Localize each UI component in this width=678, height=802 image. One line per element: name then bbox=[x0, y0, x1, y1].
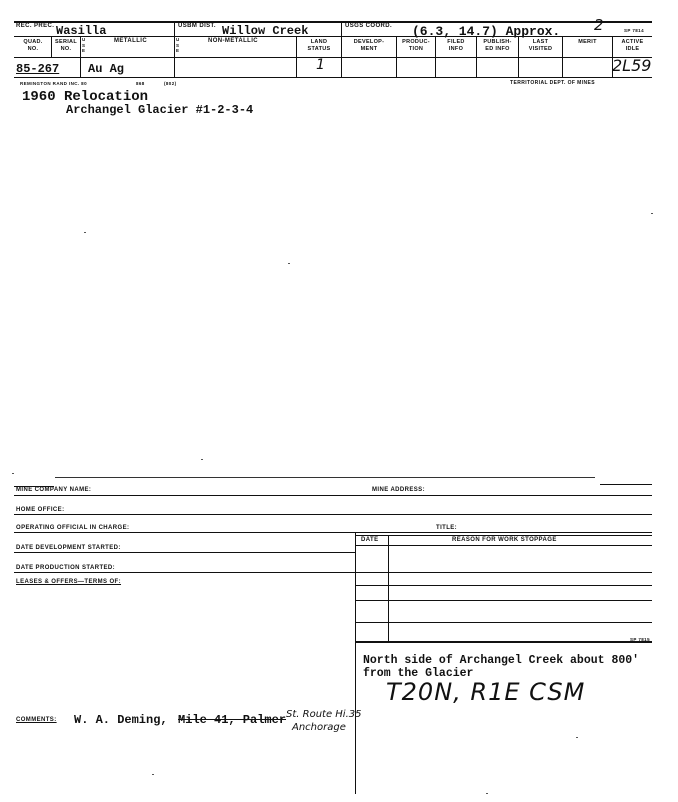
scan-speck bbox=[288, 263, 290, 264]
usgs-coord-value: (6.3, 14.7) Approx. bbox=[412, 24, 561, 39]
scan-speck bbox=[84, 232, 86, 233]
operating-official-label: OPERATING OFFICIAL IN CHARGE: bbox=[16, 525, 130, 531]
form-number-top: SP 7814 bbox=[624, 28, 644, 33]
scan-speck bbox=[576, 737, 578, 738]
usbm-dist-label: USBM DIST. bbox=[178, 23, 217, 29]
usgs-coord-label: USGS COORD. bbox=[345, 23, 393, 29]
scan-speck bbox=[152, 774, 154, 775]
imprint-code-1: 868 bbox=[136, 81, 145, 86]
usbm-dist-value: Willow Creek bbox=[222, 24, 309, 38]
title-label: TITLE: bbox=[436, 525, 458, 531]
location-line-2: from the Glacier bbox=[363, 667, 474, 680]
rec-prec-value: Wasilla bbox=[56, 24, 107, 38]
rec-prec-label: REC. PREC. bbox=[16, 23, 55, 29]
col-land-status: LAND STATUS bbox=[307, 39, 331, 52]
comments-handwritten-route: St. Route Hi.35 bbox=[286, 709, 362, 720]
col-active-idle: ACTIVE IDLE bbox=[621, 39, 644, 52]
scan-speck bbox=[651, 213, 653, 214]
township-range-handwritten: T20N, R1E CSM bbox=[386, 678, 586, 706]
imprint-code-2: (802) bbox=[164, 81, 177, 86]
comments-handwritten-city: Anchorage bbox=[292, 722, 346, 733]
scan-speck bbox=[486, 793, 488, 794]
comments-struck-address: Mile 41, Palmer bbox=[178, 713, 287, 727]
relocation-line: 1960 Relocation bbox=[22, 89, 149, 105]
claims-line: Archangel Glacier #1-2-3-4 bbox=[66, 103, 254, 117]
mine-company-label: MINE COMPANY NAME: bbox=[16, 487, 92, 493]
metallic-value: Au Ag bbox=[88, 62, 125, 76]
date-development-label: DATE DEVELOPMENT STARTED: bbox=[16, 545, 121, 551]
col-quad-no: QUAD. NO. bbox=[23, 39, 43, 52]
comments-typed: W. A. Deming, bbox=[74, 713, 168, 727]
date-production-label: DATE PRODUCTION STARTED: bbox=[16, 565, 116, 571]
col-last-visited: LAST VISITED bbox=[528, 39, 553, 52]
col-metallic: METALLIC bbox=[114, 38, 148, 44]
col-published-info: PUBLISH- ED INFO bbox=[483, 39, 512, 52]
land-status-value: 1 bbox=[316, 57, 325, 73]
quad-serial-value: 85-267 bbox=[16, 62, 60, 76]
agency-name: TERRITORIAL DEPT. OF MINES bbox=[510, 80, 595, 86]
form-number-bottom: SP 7815 bbox=[630, 637, 650, 642]
comments-label: COMMENTS: bbox=[16, 717, 57, 723]
col-filed-info: FILED INFO bbox=[447, 39, 465, 52]
reason-column-label: REASON FOR WORK STOPPAGE bbox=[452, 537, 557, 543]
publisher-imprint: REMINGTON RAND INC. 80 bbox=[20, 81, 87, 86]
sheet-number: 2 bbox=[594, 16, 604, 34]
col-serial-no: SERIAL NO. bbox=[55, 39, 77, 52]
scan-speck bbox=[201, 459, 203, 460]
location-line-1: North side of Archangel Creek about 800' bbox=[363, 654, 640, 667]
leases-label: LEASES & OFFERS—TERMS OF: bbox=[16, 579, 122, 585]
col-merit: MERIT bbox=[578, 39, 597, 45]
col-production: PRODUC- TION bbox=[402, 39, 430, 52]
active-idle-value: 2L59 bbox=[612, 56, 652, 75]
date-column-label: DATE bbox=[361, 537, 379, 543]
home-office-label: HOME OFFICE: bbox=[16, 507, 65, 513]
scan-speck bbox=[12, 473, 14, 474]
col-non-metallic: NON-METALLIC bbox=[208, 38, 259, 44]
mine-address-label: MINE ADDRESS: bbox=[372, 487, 425, 493]
col-development: DEVELOP- MENT bbox=[353, 39, 385, 52]
col-use-2: U S E bbox=[176, 37, 180, 53]
col-use-1: U S E bbox=[82, 37, 86, 53]
